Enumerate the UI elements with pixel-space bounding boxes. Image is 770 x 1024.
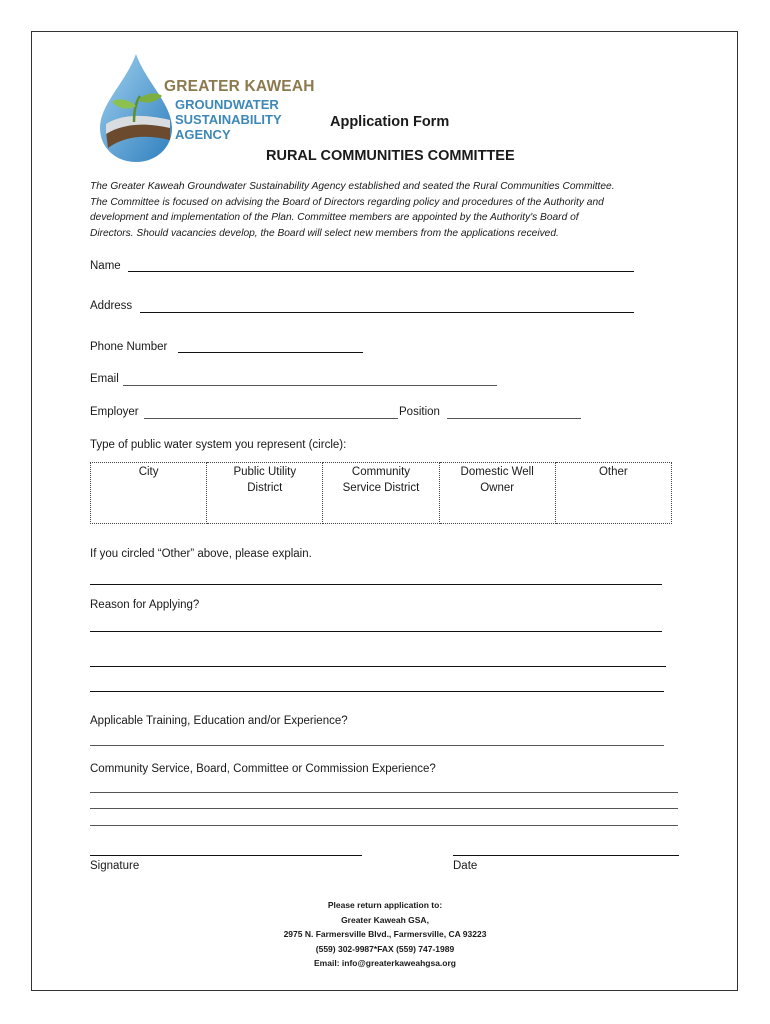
footer-line: 2975 N. Farmersville Blvd., Farmersville, CA 93223	[283, 929, 487, 939]
position-field[interactable]	[447, 418, 581, 419]
address-label: Address	[90, 300, 133, 312]
water-system-option-other[interactable]: Other	[555, 463, 671, 524]
other-explain-line[interactable]	[90, 584, 662, 585]
water-drop-logo-icon	[96, 52, 176, 164]
water-system-option-public-utility[interactable]: Public Utility District	[207, 463, 323, 524]
reason-line[interactable]	[90, 691, 664, 692]
employer-label: Employer	[90, 406, 139, 418]
signature-label: Signature	[90, 860, 140, 872]
water-system-prompt: Type of public water system you represent (circle):	[90, 439, 347, 451]
email-field[interactable]	[123, 385, 497, 386]
training-label: Applicable Training, Education and/or Experience?	[90, 715, 348, 727]
water-system-option-city[interactable]: City	[91, 463, 207, 524]
intro-line: The Greater Kaweah Groundwater Sustainability Agency established and seated the Rural Communities Committee.	[90, 181, 615, 192]
community-service-label: Community Service, Board, Committee or Commission Experience?	[90, 763, 436, 775]
reason-line[interactable]	[90, 631, 662, 632]
return-address-block	[200, 898, 570, 971]
position-label: Position	[399, 406, 440, 418]
water-system-table	[90, 462, 672, 524]
training-line[interactable]	[90, 745, 664, 746]
phone-label: Phone Number	[90, 341, 168, 353]
logo-title: GREATER KAWEAH	[164, 78, 315, 95]
footer-line: Email: info@greaterkaweahgsa.org	[314, 958, 456, 968]
community-service-line[interactable]	[90, 825, 678, 826]
logo-subtitle-line: SUSTAINABILITY	[175, 112, 282, 127]
water-system-option-domestic-well[interactable]: Domestic Well Owner	[439, 463, 555, 524]
logo-subtitle-line: GROUNDWATER	[175, 97, 279, 112]
committee-title: RURAL COMMUNITIES COMMITTEE	[266, 148, 515, 164]
footer-line: (559) 302-9987*FAX (559) 747-1989	[315, 943, 455, 954]
community-service-line[interactable]	[90, 792, 678, 793]
footer-line: Please return application to:	[327, 900, 443, 910]
intro-line: development and implementation of the Plan. Committee members are appointed by the Authority's Board of	[90, 212, 579, 224]
form-title: Application Form	[330, 114, 450, 130]
logo-subtitle-line: AGENCY	[175, 127, 231, 142]
name-field[interactable]	[128, 271, 634, 272]
intro-paragraph	[90, 179, 685, 241]
intro-line: The Committee is focused on advising the Board of Directors regarding policy and procedures of the Authority and	[90, 196, 604, 208]
other-explain-label: If you circled “Other” above, please explain.	[90, 548, 312, 560]
phone-field[interactable]	[178, 352, 363, 353]
footer-line: Greater Kaweah GSA,	[341, 914, 429, 925]
reason-label: Reason for Applying?	[90, 599, 200, 611]
water-system-option-community-service[interactable]: Community Service District	[323, 463, 439, 524]
date-field[interactable]	[453, 855, 679, 856]
date-label: Date	[453, 860, 478, 872]
intro-line: Directors. Should vacancies develop, the Board will select new members from the applications received.	[90, 227, 559, 239]
name-label: Name	[90, 260, 121, 272]
community-service-line[interactable]	[90, 808, 678, 809]
email-label: Email	[90, 373, 119, 385]
signature-field[interactable]	[90, 855, 362, 856]
address-field[interactable]	[140, 312, 634, 313]
reason-line[interactable]	[90, 666, 666, 667]
employer-field[interactable]	[144, 418, 398, 419]
